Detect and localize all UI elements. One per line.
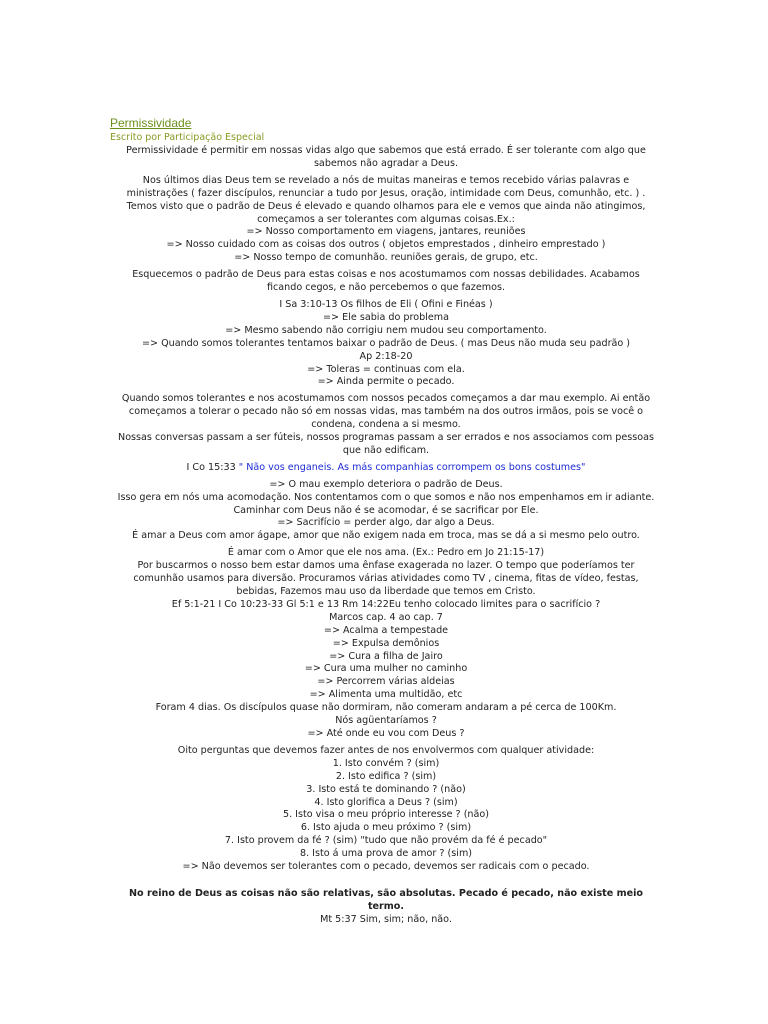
paragraph-line: I Sa 3:10-13 Os filhos de Eli ( Ofini e Finéas ) (279, 298, 493, 310)
paragraph-line: 2. Isto edifica ? (sim) (335, 770, 437, 782)
paragraph-line: Ap 2:18-20 (359, 350, 413, 362)
quote-text: " Não vos enganeis. As más companhias corrompem os bons costumes" (235, 461, 586, 473)
paragraph-line: bebidas, Fazemos mau uso da liberdade que temos em Cristo. (236, 586, 536, 597)
paragraph-line: É amar a Deus com amor ágape, amor que não exigem nada em troca, mas se dá a si mesmo pelo outro. (132, 530, 640, 542)
paragraph-line: começamos a ser tolerantes com algumas coisas.Ex.: (257, 213, 515, 225)
paragraph-line: => Expulsa demônios (332, 637, 440, 649)
paragraph-line: 8. Isto á uma prova de amor ? (sim) (299, 848, 473, 860)
quote-reference: I Co 15:33 (186, 461, 236, 473)
article (110, 112, 662, 931)
paragraph-line: Ef 5:1-21 I Co 10:23-33 Gl 5:1 e 13 Rm 14:22Eu tenho colocado limites para o sacrifício ? (171, 598, 601, 610)
paragraph-line: => Percorrem várias aldeias (317, 676, 455, 688)
paragraph-line: => Nosso cuidado com as coisas dos outros ( objetos emprestados , dinheiro emprestado ) (166, 239, 606, 251)
paragraph-line: Nós agüentaríamos ? (335, 715, 437, 727)
paragraph-line: => Cura uma mulher no caminho (304, 663, 468, 675)
paragraph-line: => Ele sabia do problema (323, 311, 449, 323)
paragraph-line: 4. Isto glorifica a Deus ? (sim) (314, 796, 458, 808)
paragraph-line: Foram 4 dias. Os discípulos quase não dormiram, não comeram andaram a pé cerca de 100Km. (155, 702, 617, 714)
paragraph-line: => Até onde eu vou com Deus ? (307, 727, 465, 739)
paragraph-line: => Nosso comportamento em viagens, jantares, reuniões (246, 226, 526, 238)
paragraph-line: => Quando somos tolerantes tentamos baixar o padrão de Deus. ( mas Deus não muda seu padrão ) (141, 337, 631, 349)
paragraph-line: 1. Isto convém ? (sim) (332, 757, 440, 769)
paragraph-line: => Cura a filha de Jairo (329, 650, 443, 662)
paragraph-line: 7. Isto provem da fé ? (sim) "tudo que não provém da fé é pecado" (224, 835, 548, 847)
paragraph-line: começamos a tolerar o pecado não só em nossas vidas, mas também na dos outros irmãos, pois se você o (128, 406, 644, 418)
paragraph-line: que não edificam. (342, 444, 430, 456)
paragraph-line: Oito perguntas que devemos fazer antes de nos envolvermos com qualquer atividade: (177, 744, 595, 756)
paragraph-line: Marcos cap. 4 ao cap. 7 (329, 611, 443, 623)
paragraph-line: 3. Isto está te dominando ? (não) (306, 783, 466, 795)
paragraph-line: => Não devemos ser tolerantes com o pecado, devemos ser radicais com o pecado. (182, 861, 590, 873)
paragraph (110, 175, 662, 265)
closing-bold-line: No reino de Deus as coisas não são relativas, são absolutas. Pecado é pecado, não existe meio (129, 887, 643, 899)
paragraph (110, 547, 662, 741)
quote-paragraph (110, 462, 662, 475)
paragraph (110, 145, 662, 171)
paragraph-line: 6. Isto ajuda o meu próximo ? (sim) (300, 822, 472, 834)
paragraph-line: condena, condena a si mesmo. (311, 419, 461, 431)
paragraph-line: => Toleras = continuas com ela. (307, 363, 465, 375)
article-title-link[interactable]: Permissividade (110, 116, 192, 130)
paragraph-line: => O mau exemplo deteriora o padrão de Deus. (269, 478, 503, 490)
paragraph (110, 299, 662, 389)
paragraph-line: Nos últimos dias Deus tem se revelado a nós de muitas maneiras e temos recebido várias palavras e (142, 174, 630, 186)
paragraph-line: Esquecemos o padrão de Deus para estas coisas e nos acostumamos com nossas debilidades. Acabamos (132, 269, 640, 281)
paragraph-line: Quando somos tolerantes e nos acostumamos com nossos pecados começamos a dar mau exemplo. Ai então (121, 393, 651, 405)
paragraph-line: => Sacrifício = perder algo, dar algo a Deus. (277, 517, 495, 529)
closing-paragraph (110, 888, 662, 927)
paragraph-line: => Acalma a tempestade (323, 624, 449, 636)
paragraph-line: Caminhar com Deus não é se acomodar, é se sacrificar por Ele. (233, 504, 539, 516)
paragraph-line: => Nosso tempo de comunhão. reuniões gerais, de grupo, etc. (234, 252, 538, 264)
paragraph-line: => Alimenta uma multidão, etc (309, 689, 463, 701)
paragraph-line: sabemos não agradar a Deus. (313, 157, 459, 169)
paragraph-line: comunhão usamos para diversão. Procuramos várias atividades como TV , cinema, fitas de vídeo, festas, (133, 573, 639, 585)
article-byline: Escrito por Participação Especial (110, 132, 265, 143)
closing-verse: Mt 5:37 Sim, sim; não, não. (320, 913, 452, 925)
paragraph (110, 393, 662, 458)
paragraph-line: Nossas conversas passam a ser fúteis, nossos programas passam a ser errados e nos associamos com pessoas (118, 432, 654, 444)
paragraph-line: ficando cegos, e não percebemos o que fazemos. (266, 282, 505, 294)
paragraph-line: ministrações ( fazer discípulos, renunciar a tudo por Jesus, oração, intimidade com Deus, comunhão, etc. ) . (126, 187, 646, 199)
paragraph-line: 5. Isto visa o meu próprio interesse ? (não) (282, 809, 490, 821)
paragraph-line: => Ainda permite o pecado. (317, 376, 455, 388)
paragraph (110, 479, 662, 544)
paragraph-line: Temos visto que o padrão de Deus é elevado e quando olhamos para ele e vemos que ainda não atingimos, (126, 200, 646, 212)
paragraph-line: Permissividade é permitir em nossas vidas algo que sabemos que está errado. É ser tolerante com algo que (126, 145, 646, 156)
closing-bold-line: termo. (367, 900, 405, 912)
article-paragraphs-part-1 (110, 145, 662, 458)
paragraph (110, 269, 662, 295)
article-body (110, 145, 662, 927)
article-paragraphs-part-2 (110, 479, 662, 874)
paragraph-line: É amar com o Amor que ele nos ama. (Ex.: Pedro em Jo 21:15-17) (227, 547, 545, 559)
paragraph (110, 745, 662, 874)
paragraph-line: => Mesmo sabendo não corrigiu nem mudou seu comportamento. (225, 324, 547, 336)
paragraph-line: Por buscarmos o nosso bem estar damos uma ênfase exagerada no lazer. O tempo que poderíamos ter (137, 560, 635, 572)
paragraph-line: Isso gera em nós uma acomodação. Nos contentamos com o que somos e não nos empenhamos em ir adiante. (117, 491, 655, 503)
